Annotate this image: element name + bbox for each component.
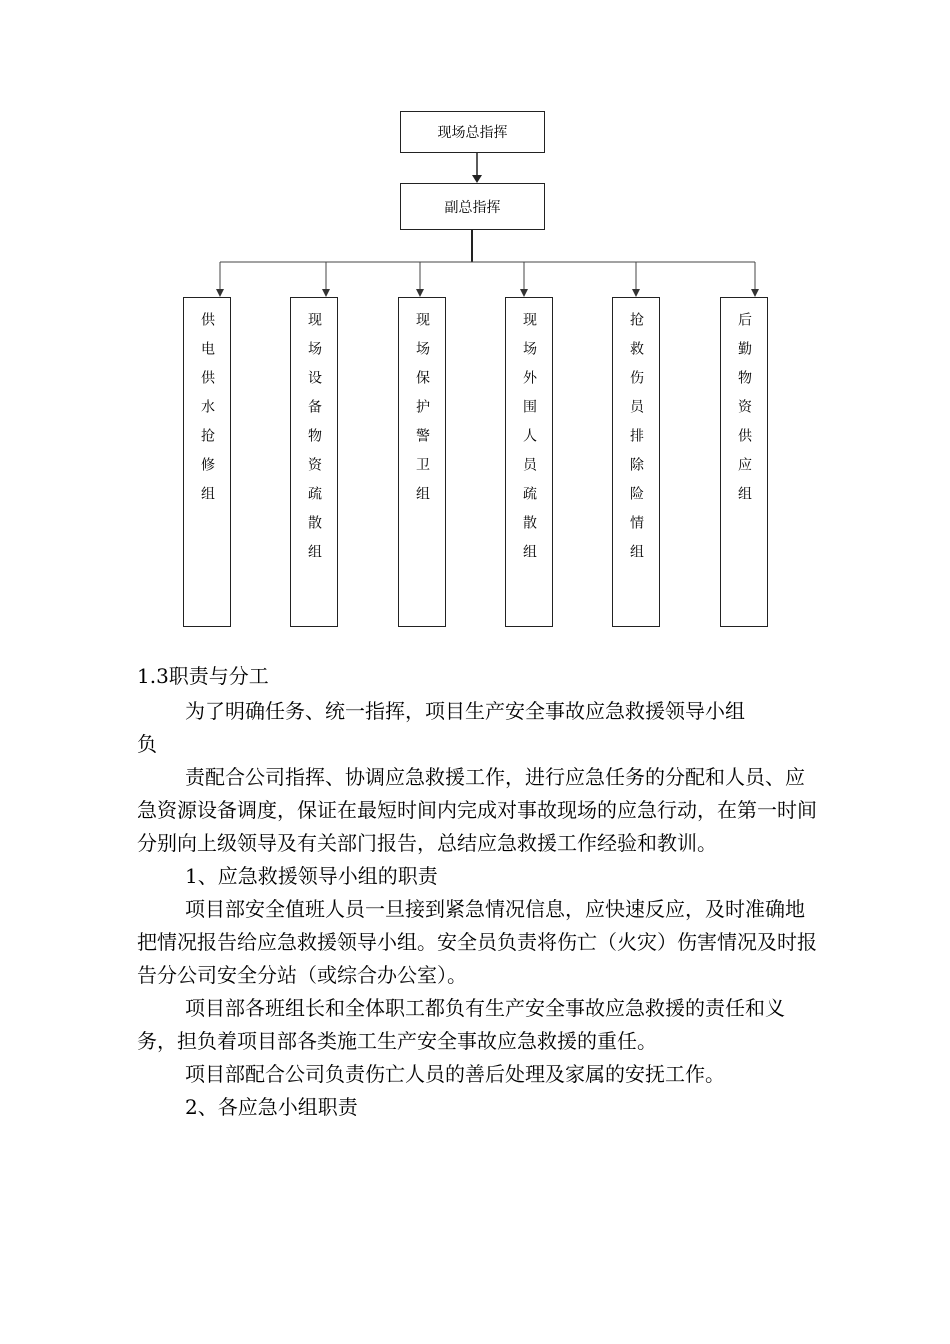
group-box-power-water: [183, 297, 231, 627]
section-heading: 1.3职责与分工: [137, 664, 269, 688]
group-box-site-guard: [398, 297, 446, 627]
org-chart: [0, 0, 950, 640]
group-box-equipment-evacuation: [290, 297, 338, 627]
group-label: 现场保护警卫组: [414, 312, 430, 515]
paragraph: 负: [137, 732, 157, 756]
group-label: 现场外围人员疏散组: [521, 312, 537, 573]
commander-label: 现场总指挥: [437, 125, 508, 141]
deputy-label: 副总指挥: [444, 199, 501, 216]
group-box-logistics: [720, 297, 768, 627]
group-label: 后勤物资供应组: [736, 312, 752, 515]
item-heading: 1、应急救援领导小组的职责: [185, 864, 438, 888]
group-label: 供电供水抢修组: [199, 312, 215, 515]
paragraph: 责配合公司指挥、协调应急救援工作，进行应急任务的分配和人员、应急资源设备调度，保证在最短时间内完成对事故现场的应急行动，在第一时间分别向上级领导及有关部门报告，总结应急救援工作经验和教训。: [137, 765, 817, 855]
deputy-box: [400, 183, 545, 230]
item-heading: 2、各应急小组职责: [185, 1095, 358, 1119]
paragraph: 项目部配合公司负责伤亡人员的善后处理及家属的安抚工作。: [185, 1062, 725, 1086]
paragraph: 为了明确任务、统一指挥，项目生产安全事故应急救援领导小组: [185, 699, 745, 723]
connector-lines: [0, 0, 950, 640]
document-body: [137, 660, 817, 1124]
commander-box: [400, 111, 545, 153]
group-label: 抢救伤员排除险情组: [628, 312, 644, 573]
group-box-rescue: [612, 297, 660, 627]
group-box-perimeter-evacuation: [505, 297, 553, 627]
paragraph: 项目部安全值班人员一旦接到紧急情况信息，应快速反应，及时准确地把情况报告给应急救援领导小组。安全员负责将伤亡（火灾）伤害情况及时报告分公司安全分站（或综合办公室）。: [137, 897, 817, 987]
group-label: 现场设备物资疏散组: [306, 312, 322, 573]
paragraph: 项目部各班组长和全体职工都负有生产安全事故应急救援的责任和义务，担负着项目部各类施工生产安全事故应急救援的重任。: [137, 996, 785, 1053]
